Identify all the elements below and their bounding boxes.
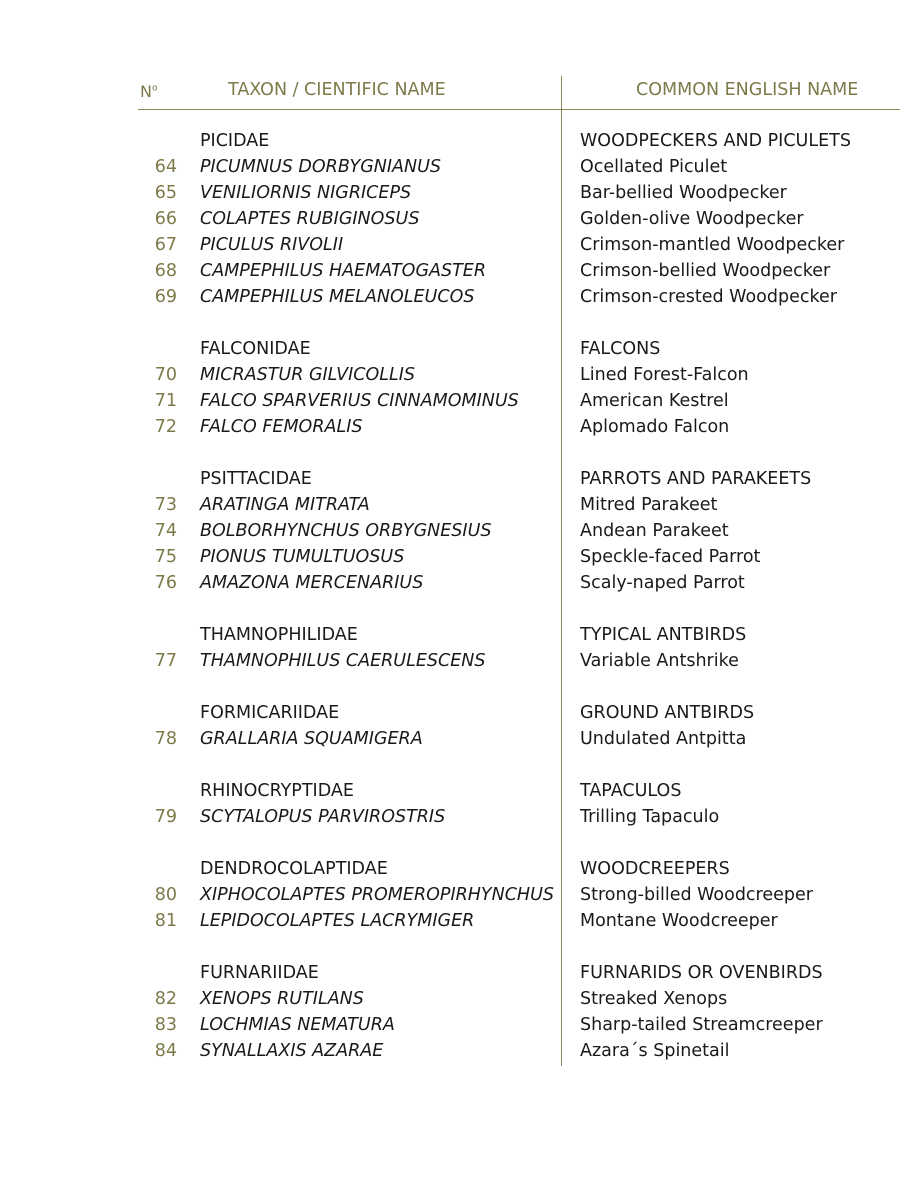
species-row xyxy=(0,388,900,414)
common-name: Streaked Xenops xyxy=(580,989,728,1009)
family-name: FORMICARIIDAE xyxy=(200,703,340,723)
scientific-name: PICUMNUS DORBYGNIANUS xyxy=(200,157,442,177)
common-name: Variable Antshrike xyxy=(580,651,739,671)
scientific-name: AMAZONA MERCENARIUS xyxy=(200,573,424,593)
species-number: 69 xyxy=(154,287,177,307)
family-common-name: FURNARIDS OR OVENBIRDS xyxy=(580,963,823,983)
family-common-name: FALCONS xyxy=(580,339,661,359)
scientific-name: FALCO FEMORALIS xyxy=(200,417,363,437)
family-row xyxy=(0,128,900,154)
species-number: 64 xyxy=(154,157,177,177)
scientific-name: GRALLARIA SQUAMIGERA xyxy=(200,729,423,749)
family-name: PICIDAE xyxy=(200,131,270,151)
family-name: FURNARIIDAE xyxy=(200,963,319,983)
species-row xyxy=(0,258,900,284)
species-number: 67 xyxy=(154,235,177,255)
table-header xyxy=(0,76,900,110)
species-row xyxy=(0,986,900,1012)
scientific-name: SYNALLAXIS AZARAE xyxy=(200,1041,384,1061)
species-row xyxy=(0,284,900,310)
species-number: 81 xyxy=(154,911,177,931)
species-row xyxy=(0,1012,900,1038)
family-row xyxy=(0,778,900,804)
species-number: 72 xyxy=(154,417,177,437)
species-row xyxy=(0,518,900,544)
family-common-name: WOODPECKERS AND PICULETS xyxy=(580,131,851,151)
scientific-name: VENILIORNIS NIGRICEPS xyxy=(200,183,412,203)
species-row xyxy=(0,180,900,206)
species-row xyxy=(0,544,900,570)
family-common-name: TAPACULOS xyxy=(580,781,682,801)
common-name: Montane Woodcreeper xyxy=(580,911,778,931)
species-number: 78 xyxy=(154,729,177,749)
common-name: Golden-olive Woodpecker xyxy=(580,209,804,229)
family-row xyxy=(0,336,900,362)
species-row xyxy=(0,154,900,180)
species-number: 65 xyxy=(154,183,177,203)
common-name: Crimson-mantled Woodpecker xyxy=(580,235,845,255)
species-row xyxy=(0,206,900,232)
species-number: 75 xyxy=(154,547,177,567)
species-row xyxy=(0,726,900,752)
common-name: American Kestrel xyxy=(580,391,729,411)
family-row xyxy=(0,622,900,648)
species-row xyxy=(0,1038,900,1064)
common-name: Lined Forest-Falcon xyxy=(580,365,749,385)
species-number: 71 xyxy=(154,391,177,411)
scientific-name: PIONUS TUMULTUOSUS xyxy=(200,547,405,567)
species-row xyxy=(0,804,900,830)
group-spacer xyxy=(0,596,900,622)
species-number: 74 xyxy=(154,521,177,541)
group-spacer xyxy=(0,674,900,700)
family-name: RHINOCRYPTIDAE xyxy=(200,781,354,801)
group-spacer xyxy=(0,830,900,856)
common-name: Trilling Tapaculo xyxy=(580,807,720,827)
scientific-name: CAMPEPHILUS HAEMATOGASTER xyxy=(200,261,486,281)
species-list xyxy=(0,128,900,1064)
scientific-name: THAMNOPHILUS CAERULESCENS xyxy=(200,651,486,671)
family-common-name: GROUND ANTBIRDS xyxy=(580,703,755,723)
scientific-name: LOCHMIAS NEMATURA xyxy=(200,1015,395,1035)
family-name: PSITTACIDAE xyxy=(200,469,312,489)
common-name: Strong-billed Woodcreeper xyxy=(580,885,813,905)
scientific-name: CAMPEPHILUS MELANOLEUCOS xyxy=(200,287,475,307)
group-spacer xyxy=(0,752,900,778)
common-name: Undulated Antpitta xyxy=(580,729,747,749)
species-row xyxy=(0,908,900,934)
family-row xyxy=(0,466,900,492)
species-number: 82 xyxy=(154,989,177,1009)
species-number: 79 xyxy=(154,807,177,827)
species-number: 80 xyxy=(154,885,177,905)
scientific-name: FALCO SPARVERIUS CINNAMOMINUS xyxy=(200,391,519,411)
species-number: 73 xyxy=(154,495,177,515)
common-name: Sharp-tailed Streamcreeper xyxy=(580,1015,823,1035)
species-number: 68 xyxy=(154,261,177,281)
species-number: 76 xyxy=(154,573,177,593)
family-name: THAMNOPHILIDAE xyxy=(200,625,358,645)
number-column-header: $N^o$ xyxy=(140,82,158,101)
family-row xyxy=(0,856,900,882)
species-number: 83 xyxy=(154,1015,177,1035)
species-number: 84 xyxy=(154,1041,177,1061)
scientific-name: MICRASTUR GILVICOLLIS xyxy=(200,365,416,385)
group-spacer xyxy=(0,310,900,336)
scientific-name: COLAPTES RUBIGINOSUS xyxy=(200,209,420,229)
common-name: Crimson-crested Woodpecker xyxy=(580,287,837,307)
species-number: 66 xyxy=(154,209,177,229)
common-name: Bar-bellied Woodpecker xyxy=(580,183,787,203)
scientific-name: XIPHOCOLAPTES PROMEROPIRHYNCHUS xyxy=(200,885,555,905)
species-row xyxy=(0,232,900,258)
common-name-column-header: COMMON ENGLISH NAME xyxy=(636,80,859,100)
common-name: Aplomado Falcon xyxy=(580,417,730,437)
common-name: Crimson-bellied Woodpecker xyxy=(580,261,831,281)
species-row xyxy=(0,362,900,388)
family-name: DENDROCOLAPTIDAE xyxy=(200,859,388,879)
header-divider xyxy=(138,109,900,110)
taxon-column-header: TAXON / CIENTIFIC NAME xyxy=(228,80,446,100)
scientific-name: PICULUS RIVOLII xyxy=(200,235,344,255)
group-spacer xyxy=(0,934,900,960)
family-row xyxy=(0,960,900,986)
family-row xyxy=(0,700,900,726)
species-row xyxy=(0,492,900,518)
scientific-name: LEPIDOCOLAPTES LACRYMIGER xyxy=(200,911,475,931)
scientific-name: ARATINGA MITRATA xyxy=(200,495,370,515)
common-name: Azara´s Spinetail xyxy=(580,1041,730,1061)
common-name: Mitred Parakeet xyxy=(580,495,718,515)
family-name: FALCONIDAE xyxy=(200,339,311,359)
family-common-name: PARROTS AND PARAKEETS xyxy=(580,469,812,489)
family-common-name: TYPICAL ANTBIRDS xyxy=(580,625,747,645)
common-name: Ocellated Piculet xyxy=(580,157,728,177)
scientific-name: SCYTALOPUS PARVIROSTRIS xyxy=(200,807,446,827)
species-row xyxy=(0,648,900,674)
species-row xyxy=(0,882,900,908)
scientific-name: XENOPS RUTILANS xyxy=(200,989,364,1009)
scientific-name: BOLBORHYNCHUS ORBYGNESIUS xyxy=(200,521,492,541)
species-number: 70 xyxy=(154,365,177,385)
common-name: Speckle-faced Parrot xyxy=(580,547,761,567)
family-common-name: WOODCREEPERS xyxy=(580,859,730,879)
common-name: Andean Parakeet xyxy=(580,521,729,541)
group-spacer xyxy=(0,440,900,466)
species-number: 77 xyxy=(154,651,177,671)
species-row xyxy=(0,570,900,596)
common-name: Scaly-naped Parrot xyxy=(580,573,745,593)
species-row xyxy=(0,414,900,440)
